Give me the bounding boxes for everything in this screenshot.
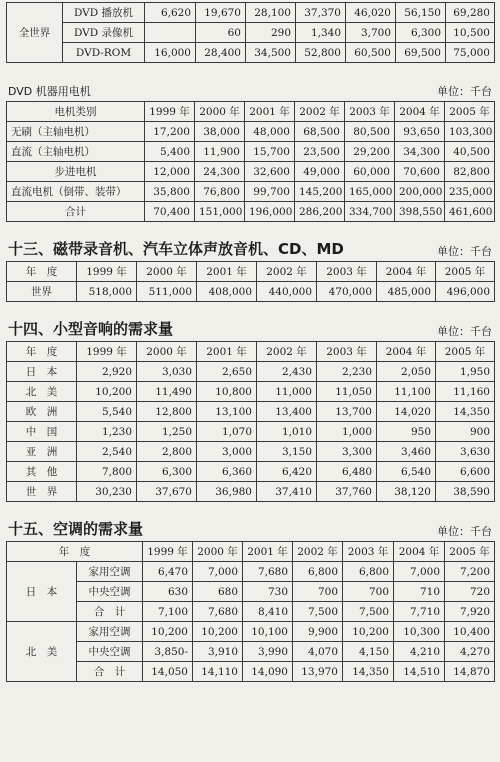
row-label: 家用空调 — [77, 622, 143, 642]
row-label: 北 美 — [7, 382, 77, 402]
table-row — [7, 582, 495, 602]
column-header: 1999 年 — [145, 102, 195, 122]
value-cell: 14,090 — [243, 662, 293, 682]
row-label: 日 本 — [7, 362, 77, 382]
value-cell: 30,230 — [77, 482, 137, 502]
table-header-row — [7, 262, 495, 282]
row-label: 欧 洲 — [7, 402, 77, 422]
column-header: 2004 年 — [394, 542, 445, 562]
column-header: 2001 年 — [245, 102, 295, 122]
value-cell: 2,920 — [77, 362, 137, 382]
column-header: 年 度 — [7, 342, 77, 362]
value-cell: 4,070 — [293, 642, 343, 662]
table-row — [7, 43, 495, 63]
value-cell: 14,510 — [394, 662, 445, 682]
value-cell: 38,120 — [377, 482, 436, 502]
value-cell: 11,490 — [137, 382, 197, 402]
value-cell: 11,050 — [317, 382, 377, 402]
value-cell: 7,500 — [343, 602, 394, 622]
section-title: 十三、磁带录音机、汽车立体声放音机、CD、MD — [8, 240, 344, 258]
value-cell: 82,800 — [445, 162, 495, 182]
value-cell: 34,500 — [246, 43, 296, 63]
value-cell: 16,000 — [145, 43, 196, 63]
row-label: DVD 录像机 — [63, 23, 145, 43]
row-label: 中央空调 — [77, 642, 143, 662]
value-cell: 1,070 — [197, 422, 257, 442]
value-cell: 6,360 — [197, 462, 257, 482]
value-cell: 13,970 — [293, 662, 343, 682]
row-label: 直流电机（倒带、装带） — [7, 182, 145, 202]
value-cell: 70,600 — [395, 162, 445, 182]
value-cell: 37,410 — [257, 482, 317, 502]
column-header: 2000 年 — [195, 102, 245, 122]
value-cell: 1,000 — [317, 422, 377, 442]
column-header: 2003 年 — [343, 542, 394, 562]
value-cell: 28,400 — [196, 43, 246, 63]
value-cell: 680 — [193, 582, 243, 602]
value-cell: 8,410 — [243, 602, 293, 622]
value-cell: 2,540 — [77, 442, 137, 462]
value-cell: 17,200 — [145, 122, 195, 142]
row-label: 其 他 — [7, 462, 77, 482]
value-cell: 10,400 — [445, 622, 495, 642]
column-header: 2005 年 — [445, 542, 495, 562]
value-cell: 7,200 — [445, 562, 495, 582]
column-header: 2001 年 — [197, 262, 257, 282]
value-cell: 196,000 — [245, 202, 295, 222]
value-cell: 56,150 — [396, 3, 446, 23]
section-header — [8, 518, 492, 539]
value-cell: 52,800 — [296, 43, 346, 63]
column-header: 2001 年 — [197, 342, 257, 362]
column-header: 1999 年 — [77, 342, 137, 362]
value-cell: 730 — [243, 582, 293, 602]
value-cell — [145, 23, 196, 43]
value-cell: 13,700 — [317, 402, 377, 422]
column-header: 2002 年 — [295, 102, 345, 122]
value-cell: 4,150 — [343, 642, 394, 662]
value-cell: 11,000 — [257, 382, 317, 402]
value-cell: 7,800 — [77, 462, 137, 482]
column-header: 2001 年 — [243, 542, 293, 562]
table-row — [7, 202, 495, 222]
region-cell: 日 本 — [7, 562, 77, 622]
value-cell: 11,100 — [377, 382, 436, 402]
value-cell: 165,000 — [345, 182, 395, 202]
value-cell: 37,760 — [317, 482, 377, 502]
value-cell: 11,160 — [436, 382, 495, 402]
value-cell: 37,370 — [296, 3, 346, 23]
row-label: 中央空调 — [77, 582, 143, 602]
value-cell: 12,000 — [145, 162, 195, 182]
table-row — [7, 602, 495, 622]
value-cell: 290 — [246, 23, 296, 43]
value-cell: 900 — [436, 422, 495, 442]
value-cell: 1,950 — [436, 362, 495, 382]
value-cell: 286,200 — [295, 202, 345, 222]
value-cell: 3,700 — [346, 23, 396, 43]
value-cell: 80,500 — [345, 122, 395, 142]
value-cell: 40,500 — [445, 142, 495, 162]
value-cell: 630 — [143, 582, 193, 602]
tape-cd-md-table — [6, 261, 495, 302]
value-cell: 7,710 — [394, 602, 445, 622]
value-cell: 69,500 — [396, 43, 446, 63]
column-header: 2000 年 — [193, 542, 243, 562]
value-cell: 7,680 — [243, 562, 293, 582]
column-header: 年 度 — [7, 262, 77, 282]
table-header-row — [7, 102, 495, 122]
value-cell: 3,150 — [257, 442, 317, 462]
row-label: DVD 播放机 — [63, 3, 145, 23]
table-row — [7, 382, 495, 402]
value-cell: 2,230 — [317, 362, 377, 382]
value-cell: 10,200 — [343, 622, 394, 642]
value-cell: 6,480 — [317, 462, 377, 482]
value-cell: 151,000 — [195, 202, 245, 222]
value-cell: 60 — [196, 23, 246, 43]
value-cell: 37,670 — [137, 482, 197, 502]
column-header: 2002 年 — [293, 542, 343, 562]
value-cell: 7,500 — [293, 602, 343, 622]
table-row — [7, 562, 495, 582]
value-cell: 3,000 — [197, 442, 257, 462]
value-cell: 7,100 — [143, 602, 193, 622]
value-cell: 6,300 — [137, 462, 197, 482]
row-label: 亚 洲 — [7, 442, 77, 462]
value-cell: 10,200 — [77, 382, 137, 402]
value-cell: 398,550 — [395, 202, 445, 222]
value-cell: 46,020 — [346, 3, 396, 23]
dvd-motor-table — [6, 101, 495, 222]
table-row — [7, 142, 495, 162]
value-cell: 6,620 — [145, 3, 196, 23]
value-cell: 3,630 — [436, 442, 495, 462]
value-cell: 6,300 — [396, 23, 446, 43]
value-cell: 10,800 — [197, 382, 257, 402]
value-cell: 2,650 — [197, 362, 257, 382]
value-cell: 7,000 — [394, 562, 445, 582]
value-cell: 93,650 — [395, 122, 445, 142]
value-cell: 10,300 — [394, 622, 445, 642]
row-label: 合计 — [7, 202, 145, 222]
value-cell: 15,700 — [245, 142, 295, 162]
row-label: 合 计 — [77, 662, 143, 682]
value-cell: 60,500 — [346, 43, 396, 63]
table-row — [7, 402, 495, 422]
table-row — [7, 662, 495, 682]
value-cell: 5,540 — [77, 402, 137, 422]
column-header: 2005 年 — [436, 342, 495, 362]
row-label: 合 计 — [77, 602, 143, 622]
value-cell: 1,230 — [77, 422, 137, 442]
value-cell: 10,200 — [143, 622, 193, 642]
table-row — [7, 622, 495, 642]
value-cell: 440,000 — [257, 282, 317, 302]
table-row — [7, 362, 495, 382]
value-cell: 3,030 — [137, 362, 197, 382]
value-cell: 145,200 — [295, 182, 345, 202]
value-cell: 14,050 — [143, 662, 193, 682]
column-header: 2002 年 — [257, 262, 317, 282]
table-row — [7, 442, 495, 462]
value-cell: 2,430 — [257, 362, 317, 382]
value-cell: 5,400 — [145, 142, 195, 162]
value-cell: 461,600 — [445, 202, 495, 222]
region-cell: 全世界 — [7, 3, 63, 63]
value-cell: 38,590 — [436, 482, 495, 502]
table-row — [7, 3, 495, 23]
value-cell: 3,460 — [377, 442, 436, 462]
value-cell: 10,100 — [243, 622, 293, 642]
value-cell: 103,300 — [445, 122, 495, 142]
value-cell: 518,000 — [77, 282, 137, 302]
value-cell: 7,680 — [193, 602, 243, 622]
value-cell: 496,000 — [436, 282, 495, 302]
row-label: 直流（主轴电机） — [7, 142, 145, 162]
column-header: 1999 年 — [77, 262, 137, 282]
value-cell: 75,000 — [446, 43, 495, 63]
table-row — [7, 182, 495, 202]
air-conditioner-table — [6, 541, 495, 682]
unit-label: 单位：千台 — [437, 85, 492, 98]
value-cell: 6,600 — [436, 462, 495, 482]
value-cell: 99,700 — [245, 182, 295, 202]
value-cell: 14,110 — [193, 662, 243, 682]
value-cell: 6,540 — [377, 462, 436, 482]
value-cell: 10,200 — [193, 622, 243, 642]
value-cell: 6,800 — [293, 562, 343, 582]
value-cell: 6,800 — [343, 562, 394, 582]
value-cell: 14,350 — [343, 662, 394, 682]
value-cell: 32,600 — [245, 162, 295, 182]
value-cell: 34,300 — [395, 142, 445, 162]
unit-label: 单位：千台 — [437, 525, 492, 538]
column-header: 2004 年 — [377, 342, 436, 362]
column-header: 电机类别 — [7, 102, 145, 122]
value-cell: 23,500 — [295, 142, 345, 162]
value-cell: 1,250 — [137, 422, 197, 442]
column-header: 2005 年 — [436, 262, 495, 282]
value-cell: 2,800 — [137, 442, 197, 462]
column-header: 2003 年 — [345, 102, 395, 122]
value-cell: 700 — [343, 582, 394, 602]
value-cell: 29,200 — [345, 142, 395, 162]
value-cell: 6,420 — [257, 462, 317, 482]
unit-label: 单位：千台 — [437, 245, 492, 258]
value-cell: 68,500 — [295, 122, 345, 142]
value-cell: 10,500 — [446, 23, 495, 43]
value-cell: 485,000 — [377, 282, 436, 302]
value-cell: 235,000 — [445, 182, 495, 202]
column-header: 2004 年 — [395, 102, 445, 122]
column-header: 2002 年 — [257, 342, 317, 362]
value-cell: 3,910 — [193, 642, 243, 662]
section-header — [8, 318, 492, 339]
value-cell: 38,000 — [195, 122, 245, 142]
value-cell: 13,100 — [197, 402, 257, 422]
region-cell: 北 美 — [7, 622, 77, 682]
value-cell: 49,000 — [295, 162, 345, 182]
table-header-row — [7, 342, 495, 362]
dvd-world-table — [6, 2, 495, 63]
value-cell: 12,800 — [137, 402, 197, 422]
column-header: 2005 年 — [445, 102, 495, 122]
value-cell: 36,980 — [197, 482, 257, 502]
value-cell: 14,350 — [436, 402, 495, 422]
column-header: 年 度 — [7, 542, 143, 562]
value-cell: 4,210 — [394, 642, 445, 662]
column-header: 2000 年 — [137, 342, 197, 362]
column-header: 2003 年 — [317, 262, 377, 282]
small-audio-table — [6, 341, 495, 502]
value-cell: 35,800 — [145, 182, 195, 202]
section-header — [8, 238, 492, 259]
value-cell: 6,470 — [143, 562, 193, 582]
table-row — [7, 122, 495, 142]
value-cell: 7,920 — [445, 602, 495, 622]
value-cell: 70,400 — [145, 202, 195, 222]
row-label: 步进电机 — [7, 162, 145, 182]
value-cell: 76,800 — [195, 182, 245, 202]
section-title: DVD 机器用电机 — [8, 85, 91, 98]
value-cell: 11,900 — [195, 142, 245, 162]
value-cell: 700 — [293, 582, 343, 602]
row-label: 中 国 — [7, 422, 77, 442]
unit-label: 单位：千台 — [437, 325, 492, 338]
value-cell: 3,300 — [317, 442, 377, 462]
value-cell: 9,900 — [293, 622, 343, 642]
value-cell: 24,300 — [195, 162, 245, 182]
value-cell: 470,000 — [317, 282, 377, 302]
value-cell: 13,400 — [257, 402, 317, 422]
table-row — [7, 282, 495, 302]
value-cell: 408,000 — [197, 282, 257, 302]
value-cell: 334,700 — [345, 202, 395, 222]
value-cell: 28,100 — [246, 3, 296, 23]
column-header: 2004 年 — [377, 262, 436, 282]
value-cell: 710 — [394, 582, 445, 602]
value-cell: 1,340 — [296, 23, 346, 43]
row-label: 世界 — [7, 282, 77, 302]
column-header: 1999 年 — [143, 542, 193, 562]
section-title: 十四、小型音响的需求量 — [8, 320, 174, 338]
table-row — [7, 162, 495, 182]
value-cell: 950 — [377, 422, 436, 442]
section-header — [8, 83, 492, 99]
value-cell: 69,280 — [446, 3, 495, 23]
value-cell: 1,010 — [257, 422, 317, 442]
value-cell: 48,000 — [245, 122, 295, 142]
table-row — [7, 23, 495, 43]
table-row — [7, 482, 495, 502]
table-row — [7, 462, 495, 482]
value-cell: 4,270 — [445, 642, 495, 662]
value-cell: 3,850- — [143, 642, 193, 662]
row-label: DVD-ROM — [63, 43, 145, 63]
value-cell: 2,050 — [377, 362, 436, 382]
row-label: 世 界 — [7, 482, 77, 502]
value-cell: 14,870 — [445, 662, 495, 682]
value-cell: 7,000 — [193, 562, 243, 582]
value-cell: 19,670 — [196, 3, 246, 23]
row-label: 家用空调 — [77, 562, 143, 582]
value-cell: 14,020 — [377, 402, 436, 422]
table-row — [7, 642, 495, 662]
section-title: 十五、空调的需求量 — [8, 520, 144, 538]
value-cell: 3,990 — [243, 642, 293, 662]
document-page — [0, 2, 500, 762]
value-cell: 60,000 — [345, 162, 395, 182]
column-header: 2003 年 — [317, 342, 377, 362]
value-cell: 511,000 — [137, 282, 197, 302]
column-header: 2000 年 — [137, 262, 197, 282]
table-header-row — [7, 542, 495, 562]
value-cell: 720 — [445, 582, 495, 602]
table-row — [7, 422, 495, 442]
value-cell: 200,000 — [395, 182, 445, 202]
row-label: 无刷（主轴电机） — [7, 122, 145, 142]
